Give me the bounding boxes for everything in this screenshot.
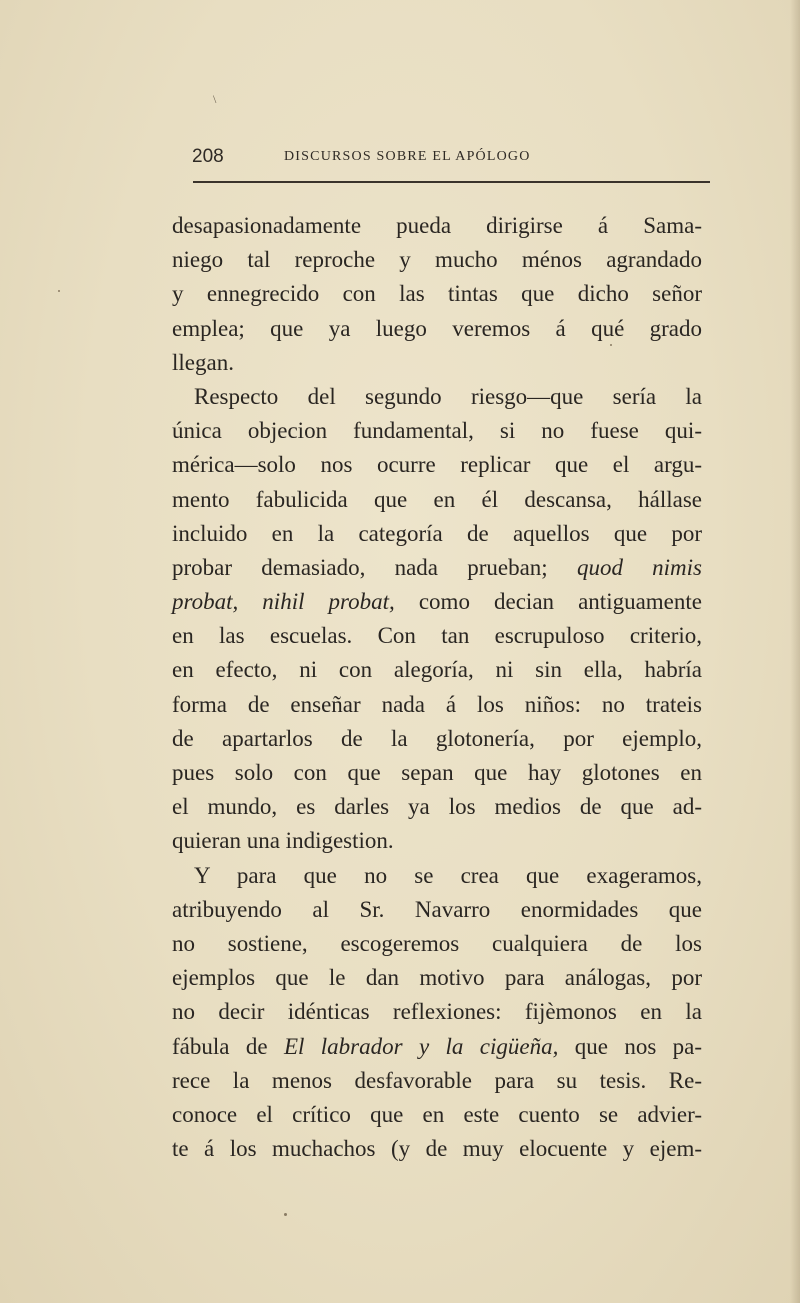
text-segment: probar demasiado, nada prueban; xyxy=(172,554,548,580)
running-title: DISCURSOS SOBRE EL APÓLOGO xyxy=(284,149,531,164)
text-line: el mundo, es darles ya los medios de que ad- xyxy=(172,794,702,820)
text-line: única objecion fundamental, si no fuese qui- xyxy=(172,418,702,444)
text-segment: fábula de xyxy=(172,1033,268,1059)
text-line: rece la menos desfavorable para su tesis. Re- xyxy=(172,1067,702,1093)
page-edge-shadow xyxy=(790,0,800,1303)
text-line: mento fabulicida que en él descansa, hállase xyxy=(172,486,702,512)
text-line: atribuyendo al Sr. Navarro enormidades que xyxy=(172,896,702,922)
text-line: forma de enseñar nada á los niños: no trateis xyxy=(172,691,702,717)
text-line: en las escuelas. Con tan escrupuloso criterio, xyxy=(172,623,702,649)
text-line: y ennegrecido con las tintas que dicho señor xyxy=(172,281,702,307)
text-line: emplea; que ya luego veremos á qué grado xyxy=(172,315,702,341)
paper-speck xyxy=(610,344,612,346)
text-line: conoce el crítico que en este cuento se advier- xyxy=(172,1101,702,1127)
page-number: 208 xyxy=(192,146,224,167)
latin-phrase: probat, nihil probat, xyxy=(172,589,395,615)
text-segment: como decian antiguamente xyxy=(394,589,702,615)
text-line xyxy=(172,585,702,619)
text-line: de apartarlos de la glotonería, por ejemplo, xyxy=(172,725,702,751)
text-line: desapasionadamente pueda dirigirse á Sama- xyxy=(172,213,702,238)
text-line: quieran una indigestion. xyxy=(172,828,394,854)
text-line: incluido en la categoría de aquellos que por xyxy=(172,520,702,546)
latin-phrase: quod nimis xyxy=(576,554,703,580)
text-line: en efecto, ni con alegoría, ni sin ella, habría xyxy=(172,657,702,683)
text-line: ejemplos que le dan motivo para análogas, por xyxy=(172,965,702,991)
paper-speck xyxy=(284,1213,287,1216)
text-line: no decir idénticas reflexiones: fijèmonos en la xyxy=(172,999,702,1025)
paper-speck xyxy=(58,290,60,292)
body-text xyxy=(172,209,702,1166)
page-header xyxy=(192,146,712,170)
text-line: llegan. xyxy=(172,349,234,375)
margin-mark: \ xyxy=(213,92,217,106)
text-line: no sostiene, escogeremos cualquiera de los xyxy=(172,930,702,956)
text-line: te á los muchachos (y de muy elocuente y ejem- xyxy=(172,1136,702,1162)
text-line: Respecto del segundo riesgo—que sería la xyxy=(194,383,702,409)
text-line: niego tal reproche y mucho ménos agrandado xyxy=(172,247,702,273)
fable-title: El labrador y la cigüeña, xyxy=(283,1033,559,1059)
text-line xyxy=(172,551,702,585)
header-rule xyxy=(193,181,710,183)
text-segment: que nos pa- xyxy=(558,1033,703,1059)
text-line: mérica—solo nos ocurre replicar que el argu- xyxy=(172,452,702,478)
text-line: Y para que no se crea que exageramos, xyxy=(194,862,702,888)
text-line xyxy=(172,1030,702,1064)
text-line: pues solo con que sepan que hay glotones en xyxy=(172,760,702,785)
